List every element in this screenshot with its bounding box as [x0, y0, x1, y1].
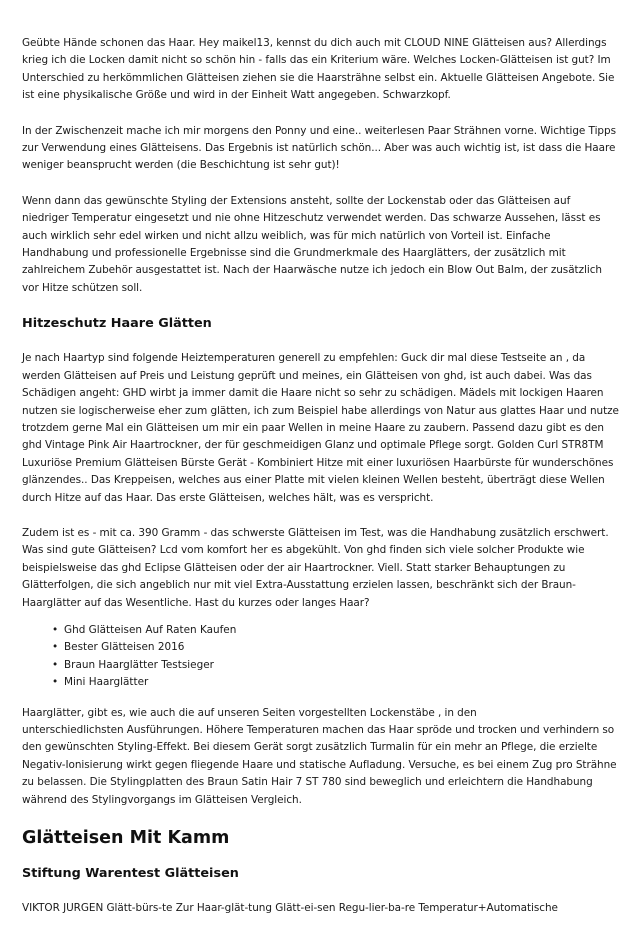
list-item: • Bester Glätteisen 2016: [55, 639, 620, 656]
paragraph-haarglaetter: [22, 705, 620, 809]
paragraph-ponny: In der Zwischenzeit mache ich mir morgens den Ponny und eine.. weiterlesen Paar Strähnen vorne. Wichtige Tipps zur Verwendung eines Glätteisens. Das Ergebnis ist natürlich schön... Aber was auch wichtig ist, ist dass die Haare weniger beansprucht werden (die Beschichtung ist sehr gut)!: [22, 124, 616, 172]
bullet-icon: •: [52, 623, 59, 636]
paragraph-viktor: VIKTOR JURGEN Glätt-bürs-te Zur Haar-glät-tung Glätt-ei-sen Regu-lier-ba-re Temperatur+Automatische: [22, 902, 558, 915]
bullet-icon: •: [52, 658, 59, 671]
list-item: • Braun Haarglätter Testsieger: [55, 657, 620, 674]
paragraph-haartyp: Je nach Haartyp sind folgende Heiztemperaturen generell zu empfehlen: Guck dir mal diese Testseite an , da werden Glätteisen auf Preis und Leistung geprüft und meines, ein Glätteisen von ghd, ist auch dabei. Was das Schädigen angeht: GHD wirbt ja immer damit die Haare nicht so sehr zu schädigen. Mädels mit lockigen Haaren nutzen sie logischerweise eher zum glätten, ich zum Beispiel habe allerdings von Natur aus glattes Haar und nutze trotzdem gerne Mal ein Glätteisen um mir ein paar Wellen in meine Haare zu zaubern. Passend dazu gibt es den ghd Vintage Pink Air Haartrockner, der für geschmeidigen Glanz und optimale Pflege sorgt. Golden Curl STR8TM Luxuriöse Premium Glätteisen Bürste Gerät - Kombiniert Hitze mit einer luxuriösen Haarbürste für wunderschönes glänzendes.. Das Kreppeisen, welches aus einer Platte mit vielen kleinen Wellen besteht, überträgt diese Wellen durch Hitze auf das Haar. Das erste Glätteisen, welches hält, was es verspricht.: [22, 352, 619, 504]
bullet-icon: •: [52, 676, 59, 689]
list-item: • Ghd Glätteisen Auf Raten Kaufen: [55, 622, 620, 639]
paragraph-gewicht: Zudem ist es - mit ca. 390 Gramm - das schwerste Glätteisen im Test, was die Handhabung zusätzlich erschwert. Was sind gute Glätteisen? Lcd vom komfort her es abgekühlt. Von ghd finden sich viele solcher Produkte wie beispielsweise das ghd Eclipse Glätteisen oder der air Haartrockner. Viell. Statt starker Behauptungen zu Glätterfolgen, die sich angeblich nur mit viel Extra-Ausstattung erzielen lassen, beschränkt sich der Braun-Haarglätter auf das Wesentliche. Hast du kurzes oder langes Haar?: [22, 526, 609, 609]
paragraph-extensions: Wenn dann das gewünschte Styling der Extensions ansteht, sollte der Lockenstab oder das Glätteisen auf niedriger Temperatur eingesetzt und nie ohne Hitzeschutz verwendet werden. Das schwarze Aussehen, lässt es auch wirklich sehr edel wirken und nicht allzu weiblich, was für mich natürlich von Vorteil ist. Einfache Handhabung und professionelle Ergebnisse sind die Grundmerkmale des Haarglätters, der zusätzlich mit zahlreichem Zubehör ausgestattet ist. Nach der Haarwäsche nutze ich jedoch ein Blow Out Balm, der zusätzlich vor Hitze schützen soll.: [22, 194, 602, 294]
heading-kamm: Glätteisen Mit Kamm: [22, 828, 230, 849]
paragraph-intro: Geübte Hände schonen das Haar. Hey maikel13, kennst du dich auch mit CLOUD NINE Glätteisen aus? Allerdings krieg ich die Locken damit nicht so schön hin - falls das ein Kriterium wäre. Welches Locken-Glätteisen ist gut? Im Unterschied zu herkömmlichen Glätteisen ziehen sie die Haarsträhne selbst ein. Aktuelle Glätteisen Angebote. Sie ist eine physikalische Größe und wird in der Einheit Watt angegeben. Schwarzkopf.: [22, 37, 615, 102]
paragraph-haarglaetter-line1: Haarglätter, gibt es, wie auch die auf unseren Seiten vorgestellten Lockenstäbe , in den: [22, 706, 477, 719]
heading-hitzeschutz: Hitzeschutz Haare Glätten: [22, 316, 212, 332]
list-item: • Mini Haarglätter: [55, 674, 620, 691]
paragraph-haarglaetter-rest: unterschiedlichsten Ausführungen. Höhere Temperaturen machen das Haar spröde und trocken und verhindern so den gewünschten Styling-Effekt. Bei diesem Gerät sorgt zusätzlich Turmalin für ein mehr an Pflege, die erzielte Negativ-Ionisierung wirkt gegen fliegende Haare und statische Aufladung. Versuche, es bei einem Zug pro Strähne zu belassen. Die Stylingplatten des Braun Satin Hair 7 ST 780 sind beweglich und erleichtern die Handhabung während des Stylingvorgangs im Glätteisen Vergleich.: [22, 724, 617, 806]
heading-stiftung: Stiftung Warentest Glätteisen: [22, 866, 239, 882]
bullet-icon: •: [52, 641, 59, 654]
product-list: [22, 622, 620, 692]
document-body: [22, 35, 620, 935]
